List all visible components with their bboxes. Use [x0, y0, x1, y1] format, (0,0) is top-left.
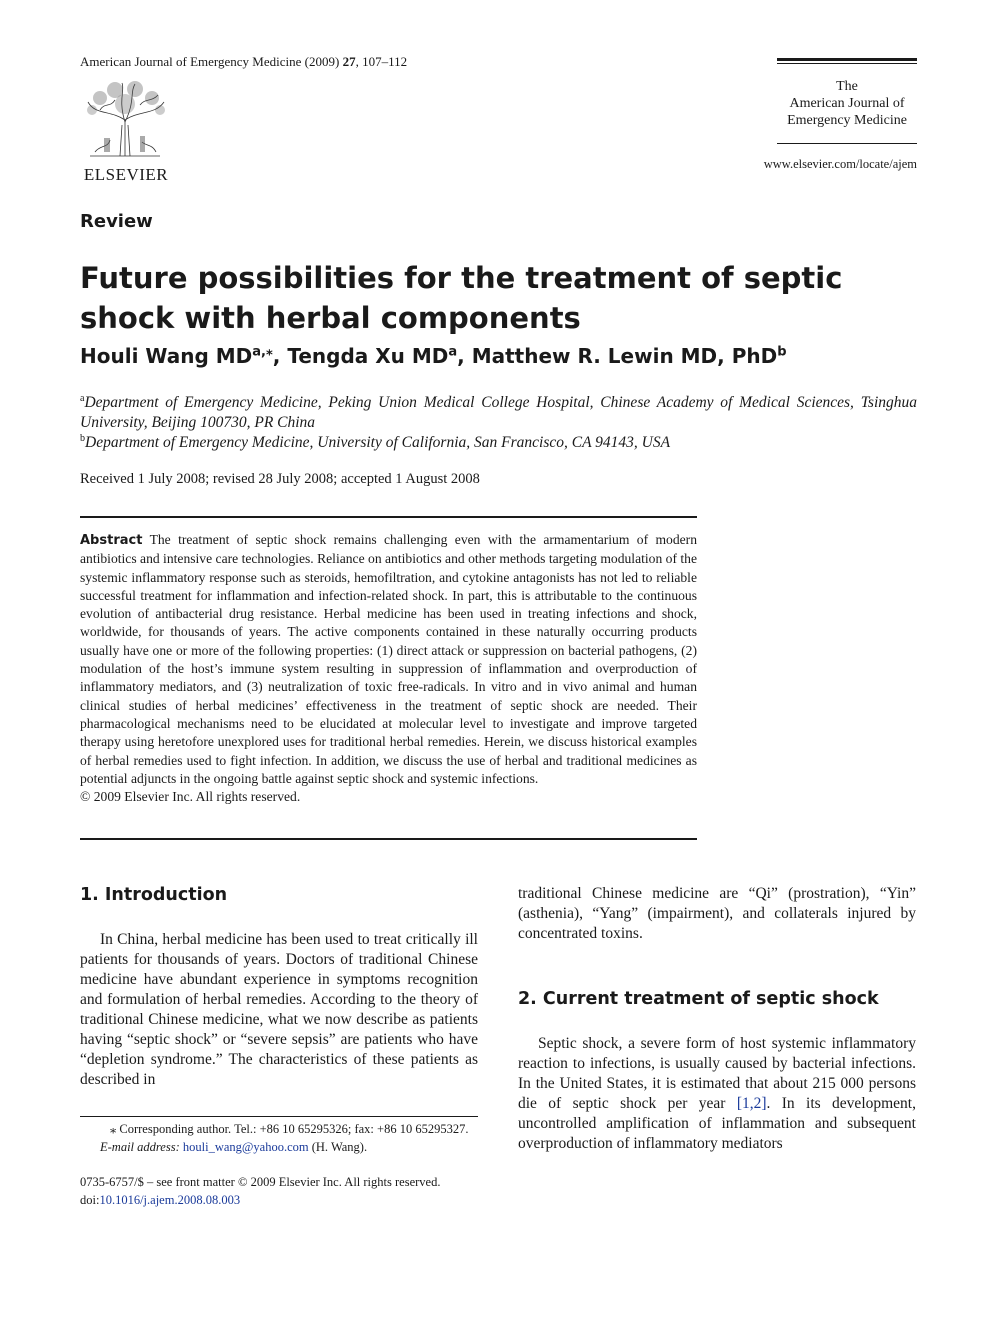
- journal-url[interactable]: www.elsevier.com/locate/ajem: [763, 157, 917, 171]
- citation-journal: American Journal of Emergency Medicine (2009): [80, 54, 340, 69]
- affiliation-a-sup: a: [80, 392, 85, 404]
- author-3-name: Matthew R. Lewin MD, PhD: [471, 344, 778, 368]
- doi-link[interactable]: 10.1016/j.ajem.2008.08.003: [99, 1193, 241, 1207]
- citation-pages: , 107–112: [355, 54, 408, 69]
- elsevier-tree-icon: [80, 80, 170, 158]
- journal-logo-line3: Emergency Medicine: [787, 113, 907, 128]
- author-1-sup: a,⁎: [252, 344, 273, 360]
- author-2-name: Tengda Xu MD: [287, 344, 449, 368]
- article-title: Future possibilities for the treatment of septic shock with herbal components: [80, 261, 843, 335]
- abstract: [80, 531, 697, 806]
- author-list: [80, 344, 787, 368]
- affiliation-a-text: Department of Emergency Medicine, Peking Union Medical College Hospital, Chinese Academy of Medical Sciences, Tsinghua University, Beijing 100730, PR China: [80, 394, 917, 431]
- current-text-after: . In its development, uncontrolled amplification of inflammation and subsequent overproduction of inflammatory mediators: [518, 1095, 916, 1152]
- journal-logo: [777, 78, 917, 129]
- email-line: [80, 1138, 478, 1156]
- doi-line: [80, 1191, 500, 1209]
- current-text-before: Septic shock, a severe form of host systemic inflammatory reaction to infections, is usually caused by bacterial infections. In the United States, it is estimated that about 215 000 persons die of septic shock per year: [518, 1035, 916, 1112]
- current-treatment-paragraph: [518, 1034, 916, 1154]
- footnote: [80, 1120, 478, 1156]
- intro-continued: traditional Chinese medicine are “Qi” (prostration), “Yin” (asthenia), “Yang” (impairment), and collaterals injured by concentrated toxins.: [518, 885, 916, 942]
- issn-line: 0735-6757/$ – see front matter © 2009 Elsevier Inc. All rights reserved.: [80, 1175, 441, 1189]
- citation-volume: 27: [342, 54, 356, 69]
- abstract-copyright: © 2009 Elsevier Inc. All rights reserved.: [80, 789, 301, 805]
- email-label: E-mail address:: [100, 1140, 180, 1154]
- intro-heading: 1. Introduction: [80, 885, 228, 905]
- affiliations: [80, 393, 917, 453]
- doi-label: doi:: [80, 1193, 100, 1207]
- abstract-label: Abstract: [80, 533, 143, 548]
- author-3[interactable]: [472, 344, 787, 368]
- elsevier-logo[interactable]: [80, 80, 172, 184]
- affiliation-b: [80, 433, 917, 453]
- affiliation-a: [80, 393, 917, 433]
- author-1-name: Houli Wang MD: [80, 344, 253, 368]
- author-separator: ,: [272, 344, 288, 368]
- author-separator: ,: [457, 344, 472, 368]
- email-suffix: (H. Wang).: [308, 1140, 368, 1154]
- corresponding-author: ⁎ Corresponding author. Tel.: +86 10 65295326; fax: +86 10 65295327.: [110, 1122, 469, 1136]
- current-treatment-heading: 2. Current treatment of septic shock: [518, 989, 879, 1009]
- author-3-sup: b: [777, 344, 787, 360]
- journal-citation: [80, 54, 407, 70]
- affiliation-b-text: Department of Emergency Medicine, University of California, San Francisco, CA 94143, USA: [85, 434, 671, 451]
- affiliation-b-sup: b: [80, 432, 86, 444]
- author-2[interactable]: [287, 344, 457, 368]
- author-1[interactable]: [80, 344, 273, 368]
- intro-paragraph: In China, herbal medicine has been used to treat critically ill patients for thousands of years. Doctors of traditional Chinese medicine have abundant experience in symptoms recognition and formulation of herbal remedies. According to the theory of traditional Chinese medicine, what we now describe as patients having “septic shock” or “severe sepsis” are patients who have “depletion syndrome.” The characteristics of these patients as described in: [80, 931, 478, 1088]
- reference-link[interactable]: [1,2]: [736, 1095, 767, 1112]
- author-2-sup: a: [448, 344, 458, 360]
- abstract-text: The treatment of septic shock remains challenging even with the armamentarium of modern antibiotics and intensive care technologies. Reliance on antibiotics and other methods targeting modulation of the systemic inflammatory response such as steroids, hemofiltration, and cytokine antagonists has not led to reliable successful treatment for inflammation and infection-related shock. In part, this is attributable to the continuous evolution of antibacterial drug resistance. Herbal medicine has been used in treating infections and shock, worldwide, for thousands of years. The active components contained in these naturally occurring products usually have one or more of the following properties: (1) direct attack or suppression on bacterial pathogens, (2) modulation of the host’s immune system resulting in suppression of inflammation and overproduction of inflammatory mediators, and (3) neutralization of toxic free-radicals. In vitro and in vivo animal and human clinical studies of herbal medicines’ effectiveness in the treatment of septic shock are needed. Their pharmacological mechanisms need to be elucidated at molecular level to investigate and improve targeted therapy using heretofore unexplored uses for traditional herbal remedies. Herein, we discuss historical examples of herbal remedies used to fight infection. In addition, we discuss the use of herbal and traditional medicines as potential adjuncts in the ongoing battle against septic shock and systemic infections.: [80, 532, 697, 786]
- article-dates: Received 1 July 2008; revised 28 July 2008; accepted 1 August 2008: [80, 471, 480, 487]
- journal-logo-line2: American Journal of: [789, 96, 905, 111]
- article-type: Review: [80, 211, 153, 232]
- email-link[interactable]: houli_wang@yahoo.com: [182, 1140, 309, 1154]
- front-matter: [80, 1173, 500, 1209]
- journal-logo-line1: The: [836, 79, 858, 94]
- elsevier-wordmark: ELSEVIER: [83, 165, 169, 184]
